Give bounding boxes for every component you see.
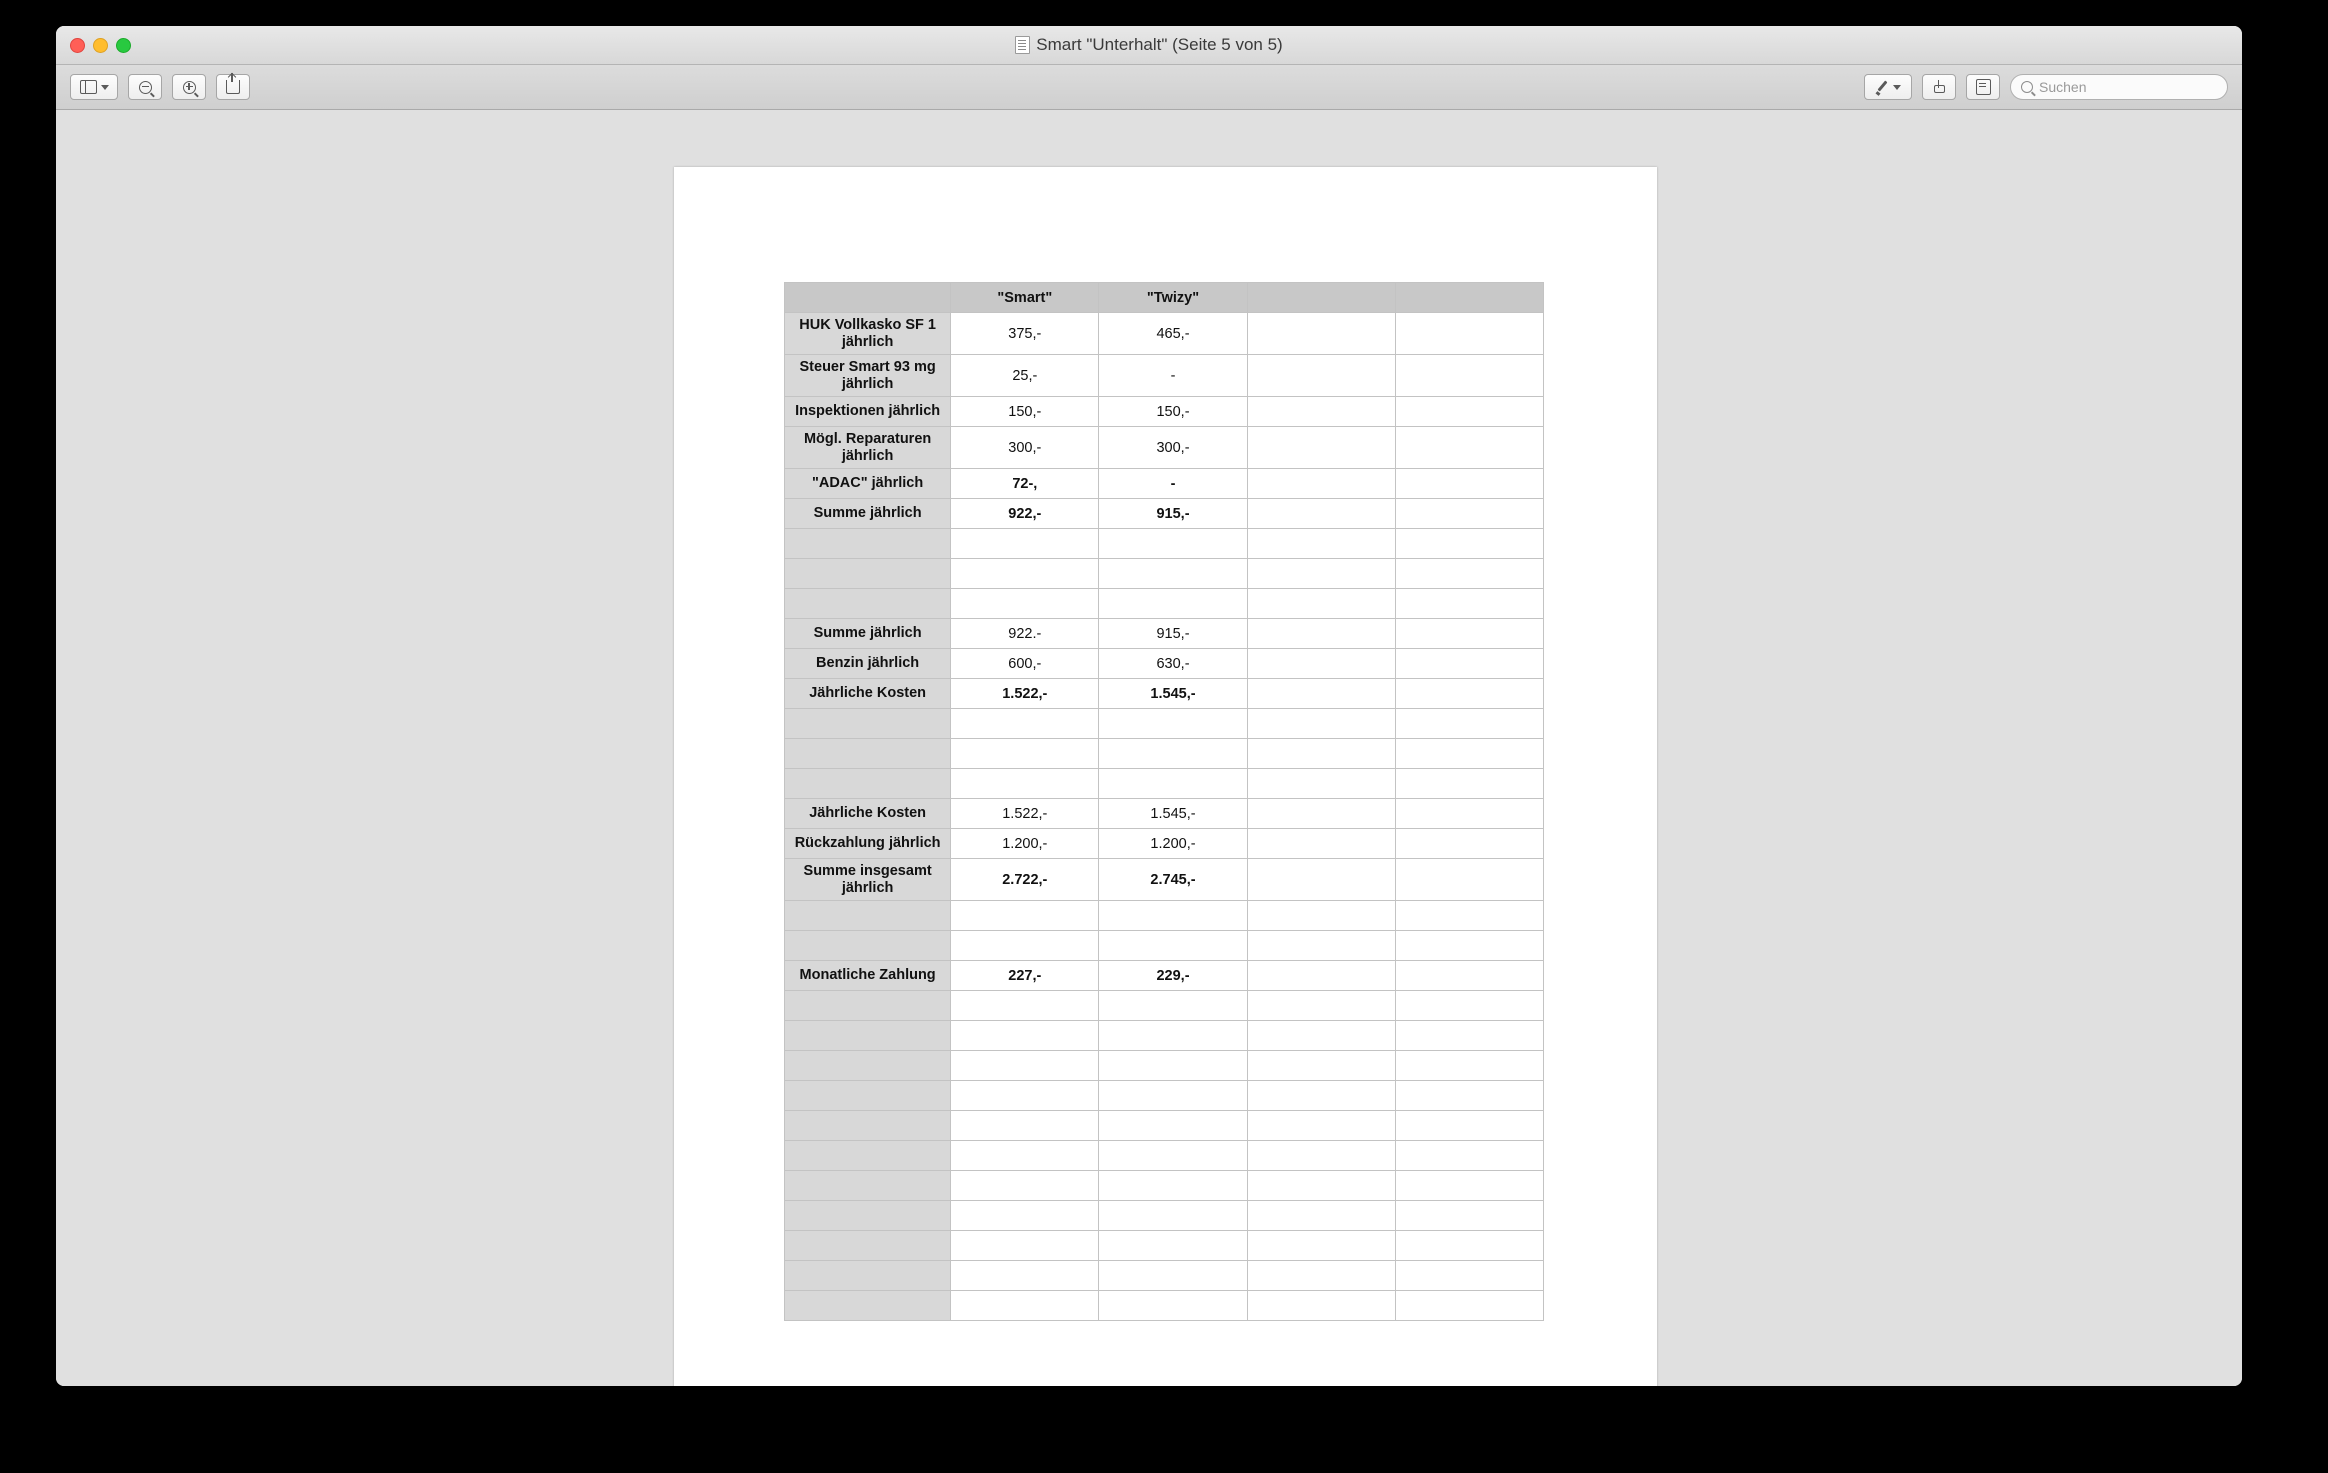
table-row: [785, 1291, 1544, 1321]
row-label: HUK Vollkasko SF 1 jährlich: [785, 313, 951, 355]
table-cell: 72-,: [951, 469, 1099, 499]
table-row: [785, 1231, 1544, 1261]
table-cell: 922.-: [951, 619, 1099, 649]
table-cell: [951, 1171, 1099, 1201]
table-cell: [1395, 355, 1543, 397]
table-cell: [1395, 901, 1543, 931]
table-cell: [1099, 1261, 1247, 1291]
row-label: Jährliche Kosten: [785, 679, 951, 709]
row-label: [785, 769, 951, 799]
table-cell: 25,-: [951, 355, 1099, 397]
preview-window: [56, 26, 2242, 1386]
column-header-0: [785, 283, 951, 313]
table-cell: [1247, 1291, 1395, 1321]
table-cell: [1247, 1201, 1395, 1231]
table-cell: [951, 1051, 1099, 1081]
table-row: [785, 1021, 1544, 1051]
table-cell: [1395, 739, 1543, 769]
table-row: [785, 397, 1544, 427]
table-cell: [1247, 529, 1395, 559]
table-cell: [1395, 313, 1543, 355]
table-cell: [1099, 1021, 1247, 1051]
table-cell: [1099, 739, 1247, 769]
table-cell: [1247, 961, 1395, 991]
table-row: [785, 1171, 1544, 1201]
table-row: [785, 1261, 1544, 1291]
table-row: [785, 355, 1544, 397]
table-cell: -: [1099, 355, 1247, 397]
column-header-twizy: "Twizy": [1099, 283, 1247, 313]
table-header-row: [785, 283, 1544, 313]
row-label: [785, 901, 951, 931]
table-cell: [1395, 709, 1543, 739]
table-cell: [951, 739, 1099, 769]
export-button[interactable]: [1966, 74, 2000, 100]
table-cell: [951, 1201, 1099, 1231]
table-cell: 630,-: [1099, 649, 1247, 679]
search-placeholder: Suchen: [2039, 79, 2087, 95]
table-cell: [1395, 1201, 1543, 1231]
row-label: [785, 559, 951, 589]
row-label: Inspektionen jährlich: [785, 397, 951, 427]
table-cell: [1395, 961, 1543, 991]
table-cell: [1395, 589, 1543, 619]
table-row: [785, 829, 1544, 859]
table-row: [785, 649, 1544, 679]
sidebar-icon: [80, 80, 97, 94]
table-row: [785, 901, 1544, 931]
table-cell: [1395, 1051, 1543, 1081]
table-cell: [1099, 529, 1247, 559]
table-cell: 915,-: [1099, 619, 1247, 649]
table-cell: 915,-: [1099, 499, 1247, 529]
table-cell: [1395, 469, 1543, 499]
table-cell: 600,-: [951, 649, 1099, 679]
table-cell: [1395, 1261, 1543, 1291]
table-cell: 375,-: [951, 313, 1099, 355]
table-cell: [1099, 991, 1247, 1021]
column-header-3: [1247, 283, 1395, 313]
row-label: Jährliche Kosten: [785, 799, 951, 829]
table-cell: [1247, 1261, 1395, 1291]
table-cell: 150,-: [951, 397, 1099, 427]
table-row: [785, 1201, 1544, 1231]
row-label: [785, 931, 951, 961]
table-cell: [1099, 1111, 1247, 1141]
table-cell: [1395, 1111, 1543, 1141]
row-label: [785, 739, 951, 769]
table-cell: [1395, 829, 1543, 859]
table-row: [785, 961, 1544, 991]
sidebar-toggle-button[interactable]: [70, 74, 118, 100]
table-cell: [1395, 1021, 1543, 1051]
table-cell: [1247, 313, 1395, 355]
table-body: [785, 313, 1544, 1321]
table-cell: [1099, 1231, 1247, 1261]
table-cell: [1099, 1291, 1247, 1321]
window-title-group: [56, 26, 2242, 64]
row-label: [785, 991, 951, 1021]
table-cell: [1099, 769, 1247, 799]
row-label: Benzin jährlich: [785, 649, 951, 679]
toolbar-left-group: [70, 74, 250, 100]
table-row: [785, 991, 1544, 1021]
table-row: [785, 1111, 1544, 1141]
table-row: [785, 769, 1544, 799]
table-cell: 1.522,-: [951, 679, 1099, 709]
table-row: [785, 859, 1544, 901]
zoom-in-button[interactable]: [172, 74, 206, 100]
table-cell: 1.545,-: [1099, 679, 1247, 709]
table-cell: [1395, 1171, 1543, 1201]
upload-icon: [1933, 81, 1946, 94]
row-label: [785, 1231, 951, 1261]
document-page: [674, 167, 1657, 1386]
search-icon: [2021, 81, 2033, 93]
table-cell: [1395, 529, 1543, 559]
row-label: [785, 1051, 951, 1081]
table-cell: [1247, 769, 1395, 799]
table-cell: [1247, 1021, 1395, 1051]
table-row: [785, 679, 1544, 709]
table-cell: [1247, 991, 1395, 1021]
table-cell: [1395, 799, 1543, 829]
table-cell: [1395, 1291, 1543, 1321]
table-row: [785, 799, 1544, 829]
table-cell: [951, 769, 1099, 799]
row-label: Summe insgesamt jährlich: [785, 859, 951, 901]
row-label: "ADAC" jährlich: [785, 469, 951, 499]
table-cell: [951, 1111, 1099, 1141]
document-scroll-area[interactable]: [56, 110, 2242, 1386]
table-cell: [1247, 709, 1395, 739]
table-cell: 1.545,-: [1099, 799, 1247, 829]
window-titlebar: [56, 26, 2242, 65]
table-row: [785, 709, 1544, 739]
table-cell: [1247, 559, 1395, 589]
table-cell: [1247, 1141, 1395, 1171]
share-icon: [226, 80, 240, 94]
table-cell: [1395, 397, 1543, 427]
table-row: [785, 1141, 1544, 1171]
table-cell: 227,-: [951, 961, 1099, 991]
table-cell: [1247, 1081, 1395, 1111]
column-header-4: [1395, 283, 1543, 313]
table-cell: [1395, 769, 1543, 799]
row-label: Mögl. Reparaturen jährlich: [785, 427, 951, 469]
zoom-out-icon: [139, 81, 152, 94]
table-cell: [951, 1291, 1099, 1321]
toolbar-right-group: [1864, 74, 2228, 100]
table-cell: [1395, 1081, 1543, 1111]
markup-button[interactable]: [1864, 74, 1912, 100]
window-title: Smart "Unterhalt" (Seite 5 von 5): [1036, 35, 1283, 54]
table-row: [785, 313, 1544, 355]
table-cell: [1247, 1231, 1395, 1261]
row-label: [785, 1141, 951, 1171]
table-row: [785, 427, 1544, 469]
table-cell: 2.745,-: [1099, 859, 1247, 901]
row-label: [785, 1081, 951, 1111]
table-cell: [1247, 1111, 1395, 1141]
row-label: [785, 589, 951, 619]
table-cell: [1099, 1141, 1247, 1171]
table-cell: [951, 1141, 1099, 1171]
cost-comparison-table: [784, 282, 1544, 1321]
table-cell: [1099, 1051, 1247, 1081]
table-cell: [1247, 499, 1395, 529]
main-toolbar: [56, 65, 2242, 110]
table-row: [785, 529, 1544, 559]
zoom-out-button[interactable]: [128, 74, 162, 100]
table-cell: [1247, 739, 1395, 769]
row-label: [785, 1021, 951, 1051]
table-header: [785, 283, 1544, 313]
table-cell: [1247, 469, 1395, 499]
table-row: [785, 499, 1544, 529]
table-cell: -: [1099, 469, 1247, 499]
table-cell: [951, 991, 1099, 1021]
table-row: [785, 931, 1544, 961]
table-cell: [1099, 559, 1247, 589]
row-label: [785, 1201, 951, 1231]
table-cell: 300,-: [951, 427, 1099, 469]
row-label: Summe jährlich: [785, 499, 951, 529]
share-button[interactable]: [216, 74, 250, 100]
table-cell: [1099, 1201, 1247, 1231]
table-cell: 922,-: [951, 499, 1099, 529]
row-label: [785, 1261, 951, 1291]
table-row: [785, 559, 1544, 589]
table-cell: [951, 529, 1099, 559]
row-label: Steuer Smart 93 mg jährlich: [785, 355, 951, 397]
row-label: [785, 1291, 951, 1321]
pen-icon: [1876, 81, 1889, 94]
table-cell: [1247, 931, 1395, 961]
table-cell: [1099, 931, 1247, 961]
table-cell: [1247, 799, 1395, 829]
table-cell: [1099, 901, 1247, 931]
table-cell: [1395, 427, 1543, 469]
table-cell: [951, 931, 1099, 961]
table-cell: [1247, 1051, 1395, 1081]
table-cell: [951, 559, 1099, 589]
chevron-down-icon: [101, 85, 109, 90]
table-cell: [1395, 499, 1543, 529]
table-cell: 1.200,-: [1099, 829, 1247, 859]
table-cell: [1247, 427, 1395, 469]
table-cell: [1099, 709, 1247, 739]
search-input[interactable]: [2010, 74, 2228, 100]
table-cell: [1247, 649, 1395, 679]
table-cell: [1247, 589, 1395, 619]
table-cell: [1099, 589, 1247, 619]
table-cell: [1247, 1171, 1395, 1201]
table-cell: [951, 1231, 1099, 1261]
table-cell: [951, 901, 1099, 931]
column-header-smart: "Smart": [951, 283, 1099, 313]
row-label: Monatliche Zahlung: [785, 961, 951, 991]
table-row: [785, 739, 1544, 769]
zoom-in-icon: [183, 81, 196, 94]
table-cell: [1247, 397, 1395, 427]
table-cell: [1395, 619, 1543, 649]
table-cell: 150,-: [1099, 397, 1247, 427]
table-cell: [1247, 859, 1395, 901]
annotate-button[interactable]: [1922, 74, 1956, 100]
row-label: [785, 1171, 951, 1201]
table-row: [785, 589, 1544, 619]
row-label: [785, 1111, 951, 1141]
table-cell: [1395, 1141, 1543, 1171]
table-row: [785, 619, 1544, 649]
table-cell: 1.200,-: [951, 829, 1099, 859]
table-cell: [951, 709, 1099, 739]
row-label: [785, 709, 951, 739]
table-cell: [1395, 931, 1543, 961]
table-row: [785, 1081, 1544, 1111]
document-markup-icon: [1976, 79, 1991, 95]
table-cell: [951, 1021, 1099, 1051]
table-cell: [1395, 649, 1543, 679]
document-icon: [1015, 36, 1030, 54]
table-cell: [1099, 1171, 1247, 1201]
table-cell: [1247, 355, 1395, 397]
table-cell: 1.522,-: [951, 799, 1099, 829]
table-row: [785, 469, 1544, 499]
table-row: [785, 1051, 1544, 1081]
table-cell: 300,-: [1099, 427, 1247, 469]
row-label: [785, 529, 951, 559]
table-cell: [1395, 559, 1543, 589]
table-cell: 229,-: [1099, 961, 1247, 991]
table-cell: [1395, 1231, 1543, 1261]
table-cell: [1395, 859, 1543, 901]
table-cell: [951, 1261, 1099, 1291]
table-cell: [1247, 619, 1395, 649]
table-cell: 465,-: [1099, 313, 1247, 355]
table-cell: [1099, 1081, 1247, 1111]
markup-chevron-down-icon: [1893, 85, 1901, 90]
table-cell: [1247, 901, 1395, 931]
table-cell: [1395, 679, 1543, 709]
table-cell: [1247, 829, 1395, 859]
table-cell: [951, 1081, 1099, 1111]
row-label: Summe jährlich: [785, 619, 951, 649]
table-cell: 2.722,-: [951, 859, 1099, 901]
table-cell: [1247, 679, 1395, 709]
table-cell: [951, 589, 1099, 619]
row-label: Rückzahlung jährlich: [785, 829, 951, 859]
table-cell: [1395, 991, 1543, 1021]
